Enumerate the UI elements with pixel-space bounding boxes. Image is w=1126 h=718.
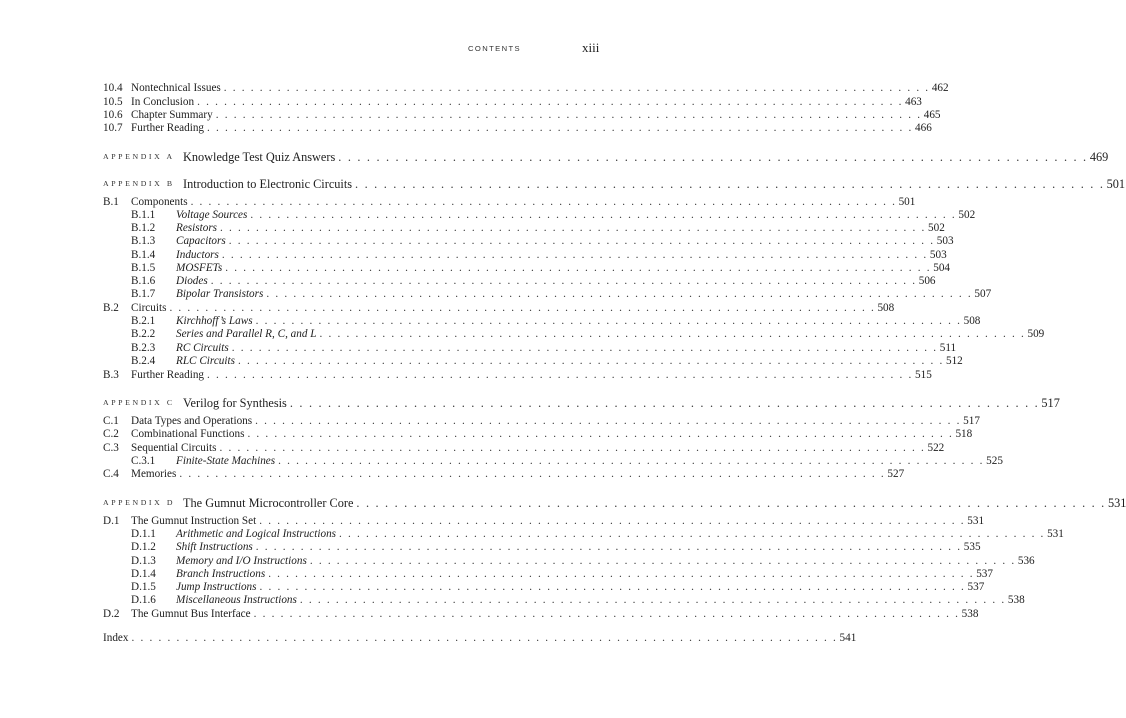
- section-title: Further Reading: [131, 122, 205, 134]
- toc-subsection-entry: [0, 541, 981, 554]
- dot-leader: . . . . . . . . . . . . . . . . . . . . . . . . . . . . . . . . . . . . . . . . . . . . . . . . . . . . . . . . . . . . . . . . . . . . . . . . . . . . . . .: [299, 594, 1006, 606]
- section-number: B.2.3: [131, 342, 156, 354]
- dot-leader: . . . . . . . . . . . . . . . . . . . . . . . . . . . . . . . . . . . . . . . . . . . . . . . . . . . . . . . . . . . . . . . . . . . . . . . . . . . . . . .: [197, 96, 904, 108]
- entry-line: [176, 342, 957, 355]
- section-page-number: 531: [1047, 528, 1064, 540]
- section-number: B.2: [103, 302, 119, 314]
- section-number: B.1.6: [131, 275, 156, 287]
- entry-line: [176, 288, 992, 301]
- dot-leader: . . . . . . . . . . . . . . . . . . . . . . . . . . . . . . . . . . . . . . . . . . . . . . . . . . . . . . . . . . . . . . . . . . . . . . . . . . . . . . .: [253, 608, 960, 620]
- toc-subsection-entry: [0, 209, 976, 222]
- section-number: B.1.7: [131, 288, 156, 300]
- section-number: B.2.4: [131, 355, 156, 367]
- section-title: Data Types and Operations: [131, 415, 253, 427]
- toc-section-entry: [0, 442, 945, 455]
- toc-subsection-entry: [0, 568, 993, 581]
- toc-section-entry: [0, 82, 949, 95]
- section-page-number: 517: [963, 415, 980, 427]
- dot-leader: . . . . . . . . . . . . . . . . . . . . . . . . . . . . . . . . . . . . . . . . . . . . . . . . . . . . . . . . . . . . . . . . . . . . . . . . . . . . . . .: [207, 369, 914, 381]
- entry-line: [131, 515, 985, 528]
- section-title: Memory and I/O Instructions: [176, 555, 307, 567]
- section-title: Voltage Sources: [176, 209, 248, 221]
- toc-appendix-entry: [103, 149, 1109, 165]
- section-page-number: 503: [929, 249, 947, 261]
- dot-leader: . . . . . . . . . . . . . . . . . . . . . . . . . . . . . . . . . . . . . . . . . . . . . . . . . . . . . . . . . . . . . . . . . . . . . . . . . . . . . . .: [255, 315, 962, 327]
- dot-leader: . . . . . . . . . . . . . . . . . . . . . . . . . . . . . . . . . . . . . . . . . . . . . . . . . . . . . . . . . . . . . . . . . . . . . . . . . . . . . . .: [207, 122, 914, 134]
- section-page-number: 463: [905, 96, 922, 108]
- appendix-entry: [183, 395, 1060, 411]
- section-number: C.1: [103, 415, 119, 427]
- section-number: B.2.2: [131, 328, 156, 340]
- toc-subsection-entry: [0, 315, 981, 328]
- toc-section-entry: [0, 109, 941, 122]
- section-title: Sequential Circuits: [131, 442, 217, 454]
- section-title: RLC Circuits: [176, 355, 235, 367]
- section-title: The Gumnut Instruction Set: [131, 515, 257, 527]
- toc-subsection-entry: [0, 528, 1064, 541]
- dot-leader: . . . . . . . . . . . . . . . . . . . . . . . . . . . . . . . . . . . . . . . . . . . . . . . . . . . . . . . . . . . . . . . . . . . . . . . . . . . . . . .: [220, 222, 927, 234]
- section-title: Inductors: [176, 249, 219, 261]
- appendix-label: APPENDIX D: [103, 498, 176, 507]
- section-number: B.1.2: [131, 222, 156, 234]
- entry-line: [176, 541, 981, 554]
- appendix-page-number: 469: [1089, 150, 1109, 164]
- section-page-number: 511: [939, 342, 957, 354]
- dot-leader: . . . . . . . . . . . . . . . . . . . . . . . . . . . . . . . . . . . . . . . . . . . . . . . . . . . . . . . . . . . . . . . . . . . . . . . . . . . . . . .: [247, 428, 954, 440]
- section-page-number: 515: [915, 369, 932, 381]
- entry-line: [176, 355, 963, 368]
- dot-leader: . . . . . . . . . . . . . . . . . . . . . . . . . . . . . . . . . . . . . . . . . . . . . . . . . . . . . . . . . . . . . . . . . . . . . . . . . . . . . . .: [266, 288, 973, 300]
- section-title: MOSFETs: [176, 262, 223, 274]
- entry-line: [176, 275, 936, 288]
- section-number: D.1.2: [131, 541, 156, 553]
- toc-subsection-entry: [0, 455, 1003, 468]
- toc-appendix-entry: [103, 395, 1060, 411]
- section-page-number: 538: [961, 608, 979, 620]
- section-page-number: 502: [928, 222, 945, 234]
- dot-leader: . . . . . . . . . . . . . . . . . . . . . . . . . . . . . . . . . . . . . . . . . . . . . . . . . . . . . . . . . . . . . . . . . . . . . . . . . . . . . . .: [231, 342, 938, 354]
- section-page-number: 465: [923, 109, 941, 121]
- dot-leader: . . . . . . . . . . . . . . . . . . . . . . . . . . . . . . . . . . . . . . . . . . . . . . . . . . . . . . . . . . . . . . . . . . . . . . . . . . . . . . .: [356, 496, 1106, 510]
- toc-section-entry: [0, 415, 980, 428]
- dot-leader: . . . . . . . . . . . . . . . . . . . . . . . . . . . . . . . . . . . . . . . . . . . . . . . . . . . . . . . . . . . . . . . . . . . . . . . . . . . . . . .: [259, 515, 966, 527]
- toc-subsection-entry: [0, 288, 992, 301]
- dot-leader: . . . . . . . . . . . . . . . . . . . . . . . . . . . . . . . . . . . . . . . . . . . . . . . . . . . . . . . . . . . . . . . . . . . . . . . . . . . . . . .: [339, 528, 1046, 540]
- toc-subsection-entry: [0, 355, 963, 368]
- dot-leader: . . . . . . . . . . . . . . . . . . . . . . . . . . . . . . . . . . . . . . . . . . . . . . . . . . . . . . . . . . . . . . . . . . . . . . . . . . . . . . .: [255, 415, 962, 427]
- dot-leader: . . . . . . . . . . . . . . . . . . . . . . . . . . . . . . . . . . . . . . . . . . . . . . . . . . . . . . . . . . . . . . . . . . . . . . . . . . . . . . .: [250, 209, 957, 221]
- section-title: Branch Instructions: [176, 568, 266, 580]
- appendix-page-number: 517: [1041, 396, 1060, 410]
- page-number: xiii: [582, 40, 600, 55]
- section-number: C.3: [103, 442, 119, 454]
- section-page-number: 535: [963, 541, 981, 553]
- toc-subsection-entry: [0, 328, 1045, 341]
- entry-line: [176, 594, 1025, 607]
- dot-leader: . . . . . . . . . . . . . . . . . . . . . . . . . . . . . . . . . . . . . . . . . . . . . . . . . . . . . . . . . . . . . . . . . . . . . . . . . . . . . . .: [268, 568, 975, 580]
- section-number: D.1.3: [131, 555, 156, 567]
- section-title: The Gumnut Bus Interface: [131, 608, 251, 620]
- section-page-number: 512: [945, 355, 963, 367]
- section-title: Miscellaneous Instructions: [176, 594, 297, 606]
- section-number: B.1.5: [131, 262, 156, 274]
- section-number: B.2.1: [131, 315, 156, 327]
- dot-leader: . . . . . . . . . . . . . . . . . . . . . . . . . . . . . . . . . . . . . . . . . . . . . . . . . . . . . . . . . . . . . . . . . . . . . . . . . . . . . . .: [319, 328, 1026, 340]
- dot-leader: . . . . . . . . . . . . . . . . . . . . . . . . . . . . . . . . . . . . . . . . . . . . . . . . . . . . . . . . . . . . . . . . . . . . . . . . . . . . . . .: [131, 632, 838, 644]
- section-title: Kirchhoff’s Laws: [176, 315, 253, 327]
- section-page-number: 504: [933, 262, 951, 274]
- section-title: Series and Parallel R, C, and L: [176, 328, 317, 340]
- toc-subsection-entry: [0, 581, 985, 594]
- dot-leader: . . . . . . . . . . . . . . . . . . . . . . . . . . . . . . . . . . . . . . . . . . . . . . . . . . . . . . . . . . . . . . . . . . . . . . . . . . . . . . .: [179, 468, 886, 480]
- dot-leader: . . . . . . . . . . . . . . . . . . . . . . . . . . . . . . . . . . . . . . . . . . . . . . . . . . . . . . . . . . . . . . . . . . . . . . . . . . . . . . .: [278, 455, 985, 467]
- section-number: D.1.4: [131, 568, 156, 580]
- toc-subsection-entry: [0, 249, 947, 262]
- section-title: Capacitors: [176, 235, 226, 247]
- entry-line: [176, 528, 1064, 541]
- toc-appendix-entry: [103, 495, 1126, 511]
- toc-section-entry: [0, 369, 932, 382]
- section-title: Resistors: [176, 222, 218, 234]
- section-page-number: 508: [877, 302, 895, 314]
- appendix-page-number: 501: [1106, 177, 1126, 191]
- toc-subsection-entry: [0, 222, 945, 235]
- section-title: RC Circuits: [176, 342, 229, 354]
- section-title: Bipolar Transistors: [176, 288, 264, 300]
- section-page-number: 466: [915, 122, 932, 134]
- section-page-number: 536: [1017, 555, 1035, 567]
- entry-line: [176, 209, 976, 222]
- dot-leader: . . . . . . . . . . . . . . . . . . . . . . . . . . . . . . . . . . . . . . . . . . . . . . . . . . . . . . . . . . . . . . . . . . . . . . . . . . . . . . .: [309, 555, 1016, 567]
- dot-leader: . . . . . . . . . . . . . . . . . . . . . . . . . . . . . . . . . . . . . . . . . . . . . . . . . . . . . . . . . . . . . . . . . . . . . . . . . . . . . . .: [355, 177, 1105, 191]
- section-page-number: 538: [1007, 594, 1025, 606]
- appendix-title: Knowledge Test Quiz Answers: [183, 150, 336, 164]
- section-title: Combinational Functions: [131, 428, 245, 440]
- section-number: D.1.1: [131, 528, 156, 540]
- section-page-number: 508: [963, 315, 981, 327]
- appendix-entry: [183, 495, 1126, 511]
- entry-line: [176, 455, 1003, 468]
- dot-leader: . . . . . . . . . . . . . . . . . . . . . . . . . . . . . . . . . . . . . . . . . . . . . . . . . . . . . . . . . . . . . . . . . . . . . . . . . . . . . . .: [228, 235, 935, 247]
- entry-line: [131, 415, 980, 428]
- entry-line: [176, 222, 945, 235]
- section-page-number: 531: [967, 515, 985, 527]
- toc-subsection-entry: [0, 342, 957, 355]
- toc-subsection-entry: [0, 594, 1025, 607]
- section-number: B.1.1: [131, 209, 156, 221]
- entry-line: [103, 632, 857, 645]
- section-page-number: 501: [898, 196, 916, 208]
- dot-leader: . . . . . . . . . . . . . . . . . . . . . . . . . . . . . . . . . . . . . . . . . . . . . . . . . . . . . . . . . . . . . . . . . . . . . . . . . . . . . . .: [237, 355, 944, 367]
- dot-leader: . . . . . . . . . . . . . . . . . . . . . . . . . . . . . . . . . . . . . . . . . . . . . . . . . . . . . . . . . . . . . . . . . . . . . . . . . . . . . . .: [190, 196, 897, 208]
- entry-line: [131, 122, 932, 135]
- section-number: D.1.5: [131, 581, 156, 593]
- entry-line: [131, 468, 905, 481]
- section-number: 10.7: [103, 122, 123, 134]
- section-title: Components: [131, 196, 188, 208]
- toc-section-entry: [0, 468, 905, 481]
- entry-line: [131, 369, 932, 382]
- section-page-number: 462: [931, 82, 949, 94]
- section-title: Diodes: [176, 275, 208, 287]
- entry-line: [131, 109, 941, 122]
- section-page-number: 541: [839, 632, 857, 644]
- toc-section-entry: [0, 608, 979, 621]
- entry-line: [176, 249, 947, 262]
- section-title: Chapter Summary: [131, 109, 213, 121]
- entry-line: [176, 568, 993, 581]
- appendix-page-number: 531: [1107, 496, 1126, 510]
- dot-leader: . . . . . . . . . . . . . . . . . . . . . . . . . . . . . . . . . . . . . . . . . . . . . . . . . . . . . . . . . . . . . . . . . . . . . . . . . . . . . . .: [219, 442, 926, 454]
- appendix-label: APPENDIX C: [103, 398, 175, 407]
- section-page-number: 525: [986, 455, 1003, 467]
- toc-section-entry: [0, 196, 916, 209]
- entry-line: [131, 96, 922, 109]
- dot-leader: . . . . . . . . . . . . . . . . . . . . . . . . . . . . . . . . . . . . . . . . . . . . . . . . . . . . . . . . . . . . . . . . . . . . . . . . . . . . . . .: [223, 82, 930, 94]
- toc-section-entry: [0, 122, 932, 135]
- section-number: 10.4: [103, 82, 123, 94]
- entry-line: [176, 315, 981, 328]
- entry-line: [176, 328, 1045, 341]
- section-number: B.1.3: [131, 235, 156, 247]
- section-number: 10.6: [103, 109, 123, 121]
- section-title: Memories: [131, 468, 177, 480]
- dot-leader: . . . . . . . . . . . . . . . . . . . . . . . . . . . . . . . . . . . . . . . . . . . . . . . . . . . . . . . . . . . . . . . . . . . . . . . . . . . . . . .: [210, 275, 917, 287]
- section-number: D.2: [103, 608, 120, 620]
- toc-section-entry: [0, 515, 985, 528]
- appendix-label: APPENDIX A: [103, 152, 175, 161]
- dot-leader: . . . . . . . . . . . . . . . . . . . . . . . . . . . . . . . . . . . . . . . . . . . . . . . . . . . . . . . . . . . . . . . . . . . . . . . . . . . . . . .: [169, 302, 876, 314]
- section-number: B.1.4: [131, 249, 156, 261]
- appendix-title: Verilog for Synthesis: [183, 396, 287, 410]
- toc-section-entry: [0, 96, 922, 109]
- entry-line: [176, 581, 985, 594]
- section-page-number: 527: [887, 468, 905, 480]
- entry-line: [131, 428, 973, 441]
- appendix-title: The Gumnut Microcontroller Core: [183, 496, 354, 510]
- entry-line: [176, 555, 1035, 568]
- toc-section-entry: [0, 302, 895, 315]
- appendix-label: APPENDIX B: [103, 179, 175, 188]
- section-number: B.3: [103, 369, 119, 381]
- dot-leader: . . . . . . . . . . . . . . . . . . . . . . . . . . . . . . . . . . . . . . . . . . . . . . . . . . . . . . . . . . . . . . . . . . . . . . . . . . . . . . .: [255, 541, 962, 553]
- section-number: D.1.6: [131, 594, 156, 606]
- section-page-number: 537: [967, 581, 985, 593]
- appendix-entry: [183, 149, 1109, 165]
- toc-index-entry: [0, 632, 857, 645]
- dot-leader: . . . . . . . . . . . . . . . . . . . . . . . . . . . . . . . . . . . . . . . . . . . . . . . . . . . . . . . . . . . . . . . . . . . . . . . . . . . . . . .: [289, 396, 1040, 410]
- toc-subsection-entry: [0, 555, 1035, 568]
- dot-leader: . . . . . . . . . . . . . . . . . . . . . . . . . . . . . . . . . . . . . . . . . . . . . . . . . . . . . . . . . . . . . . . . . . . . . . . . . . . . . . .: [338, 150, 1088, 164]
- section-title: Arithmetic and Logical Instructions: [176, 528, 337, 540]
- toc-subsection-entry: [0, 262, 951, 275]
- section-title: Circuits: [131, 302, 167, 314]
- section-title: Further Reading: [131, 369, 205, 381]
- entry-line: [176, 235, 954, 248]
- dot-leader: . . . . . . . . . . . . . . . . . . . . . . . . . . . . . . . . . . . . . . . . . . . . . . . . . . . . . . . . . . . . . . . . . . . . . . . . . . . . . . .: [221, 249, 928, 261]
- dot-leader: . . . . . . . . . . . . . . . . . . . . . . . . . . . . . . . . . . . . . . . . . . . . . . . . . . . . . . . . . . . . . . . . . . . . . . . . . . . . . . .: [259, 581, 966, 593]
- section-title: In Conclusion: [131, 96, 195, 108]
- section-title: Finite-State Machines: [176, 455, 276, 467]
- section-page-number: 506: [918, 275, 936, 287]
- section-number: D.1: [103, 515, 120, 527]
- section-number: C.4: [103, 468, 119, 480]
- entry-line: [131, 442, 945, 455]
- entry-line: [131, 82, 949, 95]
- toc-section-entry: [0, 428, 973, 441]
- toc-subsection-entry: [0, 235, 954, 248]
- running-head: CONTENTS: [468, 44, 521, 53]
- toc-subsection-entry: [0, 275, 936, 288]
- toc-appendix-entry: [103, 176, 1126, 192]
- entry-line: [131, 196, 916, 209]
- section-title: Index: [103, 632, 129, 644]
- section-page-number: 507: [974, 288, 992, 300]
- section-page-number: 502: [958, 209, 976, 221]
- section-title: Nontechnical Issues: [131, 82, 221, 94]
- section-number: B.1: [103, 196, 119, 208]
- entry-line: [176, 262, 951, 275]
- section-page-number: 503: [936, 235, 954, 247]
- section-page-number: 518: [955, 428, 973, 440]
- appendix-title: Introduction to Electronic Circuits: [183, 177, 353, 191]
- section-title: Shift Instructions: [176, 541, 253, 553]
- section-number: C.2: [103, 428, 119, 440]
- entry-line: [131, 302, 895, 315]
- section-page-number: 509: [1027, 328, 1045, 340]
- section-number: 10.5: [103, 96, 123, 108]
- section-page-number: 537: [976, 568, 993, 580]
- section-title: Jump Instructions: [176, 581, 257, 593]
- entry-line: [131, 608, 979, 621]
- appendix-entry: [183, 176, 1126, 192]
- dot-leader: . . . . . . . . . . . . . . . . . . . . . . . . . . . . . . . . . . . . . . . . . . . . . . . . . . . . . . . . . . . . . . . . . . . . . . . . . . . . . . .: [225, 262, 932, 274]
- dot-leader: . . . . . . . . . . . . . . . . . . . . . . . . . . . . . . . . . . . . . . . . . . . . . . . . . . . . . . . . . . . . . . . . . . . . . . . . . . . . . . .: [215, 109, 922, 121]
- section-number: C.3.1: [131, 455, 156, 467]
- section-page-number: 522: [927, 442, 945, 454]
